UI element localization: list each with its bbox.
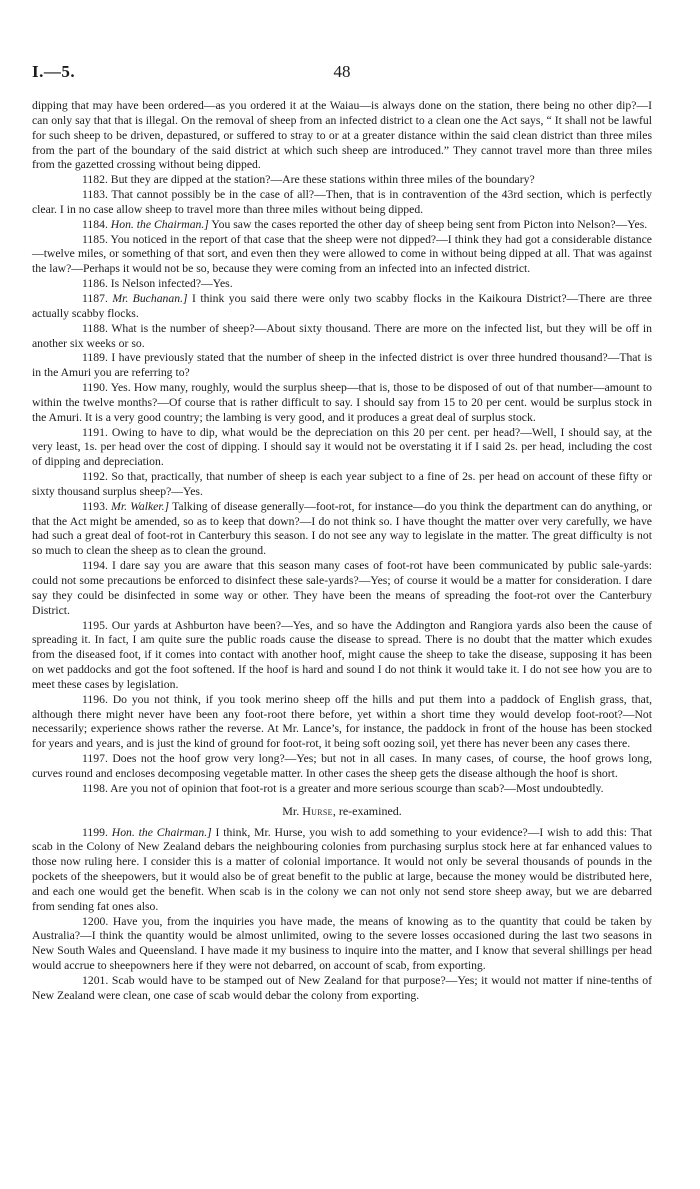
paragraph-1182: 1182. But they are dipped at the station?—Are these stations within three miles of the boundary? [82, 173, 535, 187]
paragraph-1193 [32, 500, 652, 559]
paragraph-1188: 1188. What is the number of sheep?—About sixty thousand. There are more on the infected list, but they will be off in another six weeks or so. [32, 321, 652, 350]
paragraph-1183: 1183. That cannot possibly be in the case of all?—Then, that is in contravention of the 43rd section, which is perfectly clear. I in no case allow sheep to travel more than three miles without being dipped. [32, 188, 652, 216]
page-header [32, 62, 652, 84]
question-text: You saw the cases reported the other day of sheep being sent from Picton into Nelson?—Yes. [208, 217, 648, 231]
paragraph-1192: 1192. So that, practically, that number of sheep is each year subject to a fine of 2s. per head on account of these fifty or sixty thousand surplus sheep?—Yes. [32, 470, 652, 498]
speaker: Mr. Buchanan.] [112, 291, 188, 305]
paragraph-1189: 1189. I have previously stated that the number of sheep in the infected district is over three hundred thousand?—That is in the Amuri you are referring to? [32, 351, 652, 380]
page-number: 48 [333, 62, 351, 81]
heading-suffix: , re-examined. [332, 803, 402, 818]
paragraph-1184 [32, 218, 652, 233]
paragraph-1191: 1191. Owing to have to dip, what would be the depreciation on this 20 per cent. per head?—Well, I should say, at the very least, 1s. per head over the cost of dipping. I should say it would not be overstating it if I said 2s. per head, including the cost of dipping and depreciation. [32, 425, 652, 469]
question-text: I think you said there were only two scabby flocks in the Kaikoura District?—There are three actually scabby flocks. [32, 291, 652, 320]
question-text: I think, Mr. Hurse, you wish to add something to your evidence?—I wish to add this: That scab in the Colony of New Zealand debars the neighbouring colonies from purchasing surplus stock here at far enhanced values to those now ruling here. I consider this is a matter of colonial importance. It would not only be several thousands of pounds in the pockets of the sheepowers, but it would also be of great benefit to the public at large, because the money would be distributed here, and each one would get the benefit. When scab is in the colony we can not only not send store sheep away, but we are debarred from sending fat ones also. [32, 825, 653, 913]
question-number: 1187. [82, 291, 108, 305]
paragraph-1185: 1185. You noticed in the report of that case that the sheep were not dipped?—I think they had got a considerable distance—twelve miles, or something of that sort, and even then they were allowed to come in without being dipped at all. That was against the law?—Perhaps it would not be so, because they were coming from an infected into an infected district. [32, 232, 652, 276]
paragraph-1197: 1197. Does not the hoof grow very long?—Yes; but not in all cases. In many cases, of course, the hoof grows long, curves round and encloses decomposing vegetable matter. In other cases the sheep gets the disease although the hoof is short. [32, 752, 652, 780]
paragraph-1195: 1195. Our yards at Ashburton have been?—Yes, and so have the Addington and Rangiora yards also been the cause of spreading it. In fact, I am quite sure the public roads cause the disease to spread. There is no doubt that the matter which exudes from the diseased foot, if it comes into contact with another hoof, might cause the sheep to take the disease, supposing it has been on wet paddocks and got the foot softened. If the hoof is hard and sound I do not think it would take it. I do not see how you are to meet these cases by legislation. [32, 618, 652, 691]
paragraph-1198: 1198. Are you not of opinion that foot-rot is a greater and more serious scourge than scab?—Most undoubtedly. [82, 781, 604, 795]
paragraph-1196: 1196. Do you not think, if you took merino sheep off the hills and put them into a paddock of English grass, that, although there might never have been any foot-root there before, yet within a short time they would develop foot-root?—Not necessarily; experience shows rather the reverse. At Mr. Lance’s, for instance, the paddock in front of the house has been stocked for years and years, and is just the kind of ground for foot-rot, it being soft oozing soil, yet there has never been any cases there. [32, 692, 652, 751]
question-number: 1199. [82, 825, 108, 839]
question-text: Talking of disease generally—foot-rot, for instance—do you think the department can do anything, or that the Act might be amended, so as to keep that down?—I do not think so. I have thought the matter over very carefully, we have had such a great deal of foot-rot in Canterbury this season. I do not see any way to legislate in the matter. The great difficulty is not so much to clean the sheep as to clean the ground. [32, 499, 652, 558]
speaker: Hon. the Chairman.] [111, 825, 212, 839]
paragraph-1186: 1186. Is Nelson infected?—Yes. [82, 277, 233, 291]
speaker: Mr. Walker.] [111, 499, 170, 513]
question-number: 1193. [82, 499, 108, 513]
paragraph-1200: 1200. Have you, from the inquiries you have made, the means of knowing as to the quantity that could be taken by Australia?—I think the quantity would be almost unlimited, owing to the severe losses occasioned during the last two seasons in New South Wales and Queensland. I have made it my business to inquire into the matter, and I know that several shillings per head would accrue to sheepowners here if they were not debarred, on account of scab, from exporting. [32, 914, 652, 973]
section-heading [32, 804, 652, 819]
document-reference: I.—5. [32, 62, 76, 81]
paragraph-1201: 1201. Scab would have to be stamped out of New Zealand for that purpose?—Yes; it would not matter if nine-tenths of New Zealand were clean, one case of scab would debar the colony from exporting. [32, 973, 652, 1002]
paragraph-1199 [32, 826, 652, 915]
document-body [32, 99, 652, 1004]
paragraph-1194: 1194. I dare say you are aware that this season many cases of foot-rot have been communicated by public sale-yards: could not some precautions be enforced to disinfect these sale-yards?—Yes; of course it would be a matter for consideration. I dare say they could be disinfected in some way or other. They have been the means of spreading the foot-rot over the Canterbury District. [32, 559, 652, 617]
paragraph-1190: 1190. Yes. How many, roughly, would the surplus sheep—that is, those to be disposed of out of that number—amount to within the twelve months?—Of course that is rather difficult to say. I should say from 15 to 20 per cent. would be surplus stock in the Amuri. It is a very good country; the lambing is very good, and it produces a great deal of surplus stock. [32, 381, 652, 424]
witness-name: Hurse [302, 803, 333, 818]
paragraph-continued: dipping that may have been ordered—as you ordered it at the Waiau—is always done on the station, there being no other dip?—I can only say that that is illegal. On the removal of sheep from an infected district to a clean one the Act says, “ It shall not be lawful for such sheep to be driven, depastured, or suffered to stray to or at a greater distance within the said clean district than three miles from the part of the boundary of the said district at which such sheep are introduced.” They cannot travel more than three miles from the gazetted crossing without being dipped. [32, 99, 652, 172]
speaker: Hon. the Chairman.] [110, 217, 209, 231]
heading-prefix: Mr. [282, 803, 303, 818]
question-number: 1184. [82, 217, 108, 231]
paragraph-1187 [32, 292, 652, 322]
